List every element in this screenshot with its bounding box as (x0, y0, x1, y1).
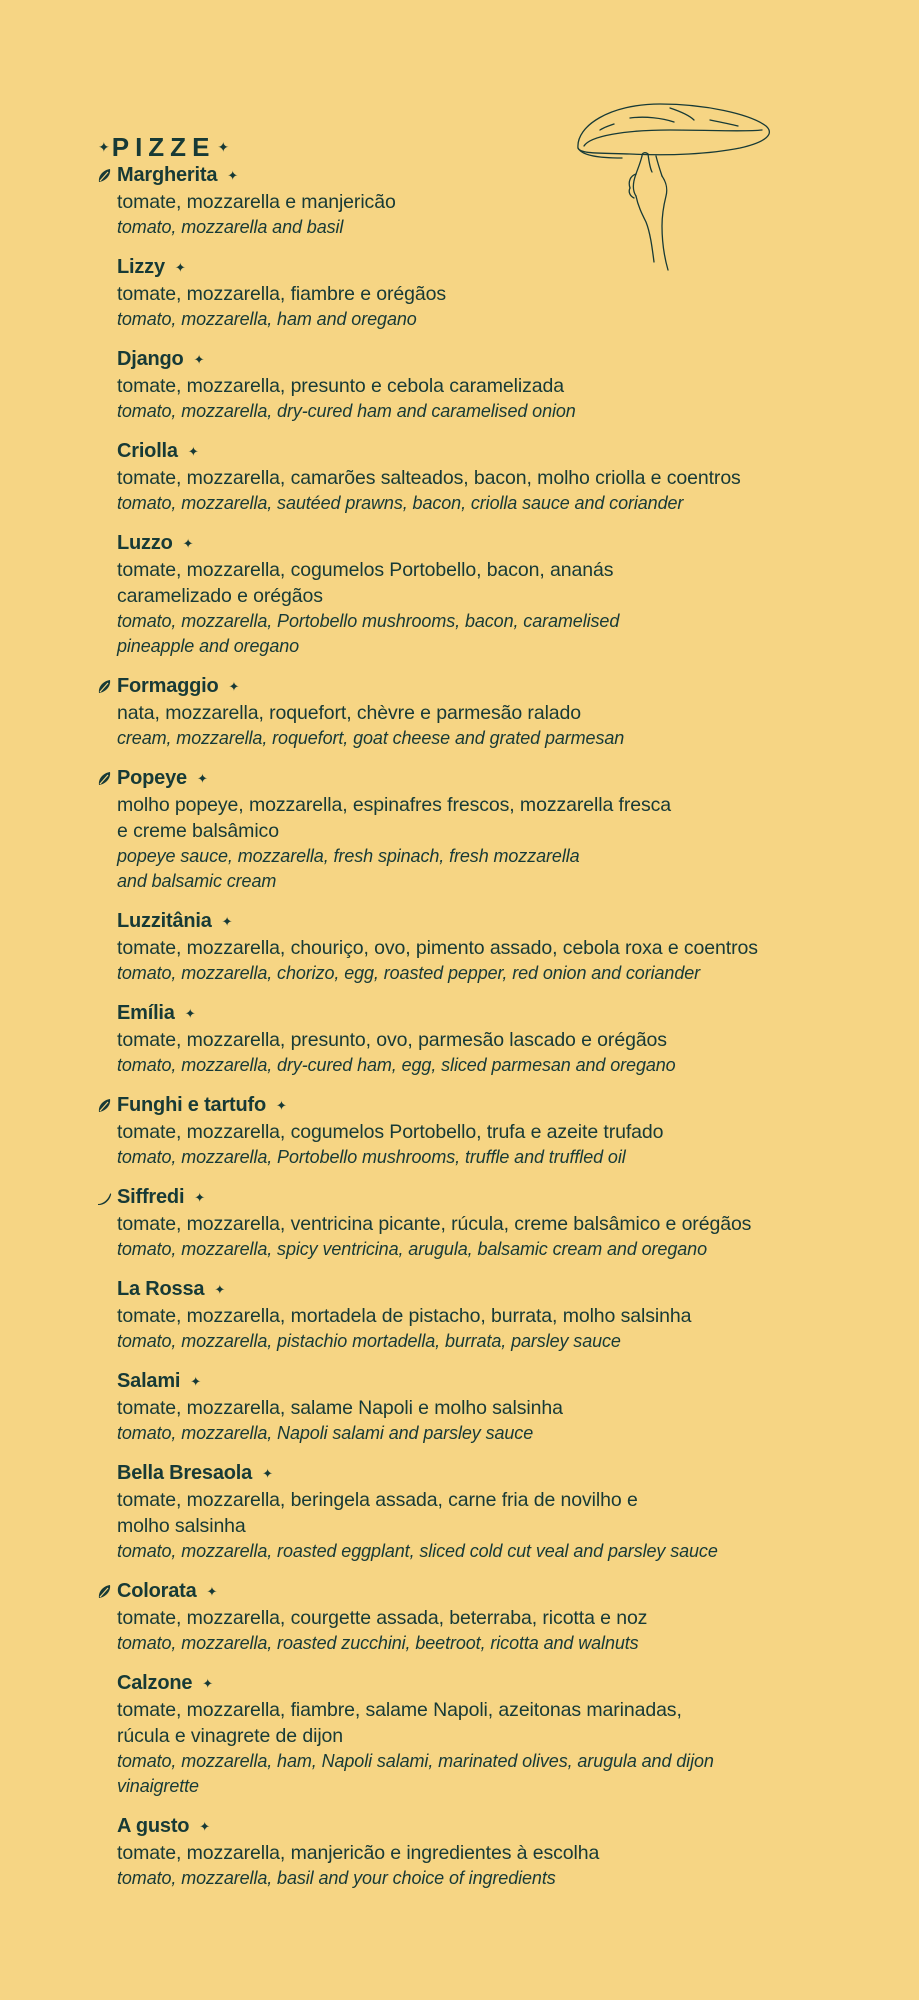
four-point-star-icon: ✦ (190, 1373, 202, 1389)
description-pt-line: molho popeye, mozzarella, espinafres frescos, mozzarella fresca (117, 794, 672, 816)
four-point-star-icon: ✦ (221, 913, 233, 929)
menu-item (117, 1184, 877, 1262)
four-point-star-icon: ✦ (193, 351, 205, 367)
four-point-star-icon: ✦ (184, 1005, 196, 1021)
item-description-en (117, 1539, 877, 1564)
item-name: Margherita (117, 164, 218, 186)
description-pt-line: tomate, mozzarella, ventricina picante, rúcula, creme balsâmico e orégãos (117, 1213, 752, 1235)
description-pt-line: e creme balsâmico (117, 820, 279, 842)
item-description-pt (117, 1303, 877, 1329)
description-pt-line: tomate, mozzarella, camarões salteados, bacon, molho criolla e coentros (117, 467, 741, 489)
item-title-row (117, 1813, 877, 1840)
description-en-line: popeye sauce, mozzarella, fresh spinach, fresh mozzarella (117, 846, 580, 866)
section-title: PIZZE (111, 132, 216, 162)
item-name: Siffredi (117, 1186, 185, 1208)
chili-icon (97, 1190, 112, 1206)
item-description-en (117, 1866, 877, 1891)
menu-item (117, 1578, 877, 1656)
item-description-en (117, 1749, 877, 1799)
menu-item (117, 765, 877, 894)
leaf-icon (97, 771, 112, 787)
description-pt-line: tomate, mozzarella, beringela assada, carne fria de novilho e (117, 1489, 638, 1511)
item-description-en (117, 609, 877, 659)
item-name: Criolla (117, 440, 178, 462)
menu-item (117, 1460, 877, 1564)
leaf-icon (97, 679, 112, 695)
item-description-pt (117, 1697, 877, 1749)
menu-item (117, 1092, 877, 1170)
four-point-star-icon: ✦ (206, 1583, 218, 1599)
leaf-icon (97, 168, 112, 184)
four-point-star-icon: ✦ (187, 443, 199, 459)
item-description-pt (117, 1119, 877, 1145)
item-title-row (117, 1460, 877, 1487)
four-point-star-icon: ✦ (98, 139, 110, 155)
item-title-row (117, 765, 877, 792)
description-en-line: tomato, mozzarella, roasted zucchini, beetroot, ricotta and walnuts (117, 1633, 639, 1653)
description-pt-line: tomate, mozzarella, courgette assada, beterraba, ricotta e noz (117, 1607, 648, 1629)
four-point-star-icon: ✦ (228, 678, 240, 694)
item-description-pt (117, 557, 877, 609)
item-name: Luzzo (117, 532, 173, 554)
menu-item (117, 1000, 877, 1078)
four-point-star-icon: ✦ (202, 1675, 214, 1691)
four-point-star-icon: ✦ (182, 535, 194, 551)
menu-item (117, 530, 877, 659)
item-name: Colorata (117, 1580, 197, 1602)
item-description-en (117, 1421, 877, 1446)
description-pt-line: tomate, mozzarella, presunto, ovo, parmesão lascado e orégãos (117, 1029, 667, 1051)
menu-item (117, 908, 877, 986)
item-description-pt (117, 1395, 877, 1421)
item-description-en (117, 1329, 877, 1354)
description-pt-line: tomate, mozzarella, mortadela de pistacho, burrata, molho salsinha (117, 1305, 692, 1327)
section-header (98, 132, 229, 163)
description-en-line: pineapple and oregano (117, 636, 300, 656)
item-name: A gusto (117, 1815, 190, 1837)
item-description-en (117, 961, 877, 986)
pizza-menu-list (117, 162, 877, 1905)
item-name: Salami (117, 1370, 181, 1392)
item-name: Formaggio (117, 675, 219, 697)
item-name: Popeye (117, 767, 187, 789)
item-title-row (117, 1368, 877, 1395)
item-description-pt (117, 1211, 877, 1237)
description-en-line: tomato, mozzarella, sautéed prawns, bacon, criolla sauce and coriander (117, 493, 684, 513)
description-en-line: tomato, mozzarella, Portobello mushrooms, bacon, caramelised (117, 611, 620, 631)
item-title-row (117, 1000, 877, 1027)
description-en-line: tomato, mozzarella, roasted eggplant, sliced cold cut veal and parsley sauce (117, 1541, 718, 1561)
item-description-en (117, 1631, 877, 1656)
four-point-star-icon: ✦ (214, 1281, 226, 1297)
description-pt-line: tomate, mozzarella, cogumelos Portobello, bacon, ananás (117, 559, 614, 581)
item-title-row (117, 346, 877, 373)
menu-item (117, 162, 877, 240)
item-description-pt (117, 281, 877, 307)
menu-item (117, 1368, 877, 1446)
description-en-line: tomato, mozzarella, ham and oregano (117, 309, 417, 329)
menu-item (117, 673, 877, 751)
item-title-row (117, 1276, 877, 1303)
description-en-line: and balsamic cream (117, 871, 277, 891)
item-description-pt (117, 189, 877, 215)
item-description-en (117, 399, 877, 424)
description-pt-line: tomate, mozzarella, chouriço, ovo, pimento assado, cebola roxa e coentros (117, 937, 758, 959)
item-name: Luzzitânia (117, 910, 212, 932)
item-description-pt (117, 1605, 877, 1631)
description-en-line: cream, mozzarella, roquefort, goat cheese and grated parmesan (117, 728, 625, 748)
four-point-star-icon: ✦ (262, 1465, 273, 1481)
description-pt-line: tomate, mozzarella, manjericão e ingredientes à escolha (117, 1842, 600, 1864)
item-description-pt (117, 1027, 877, 1053)
item-description-pt (117, 792, 877, 844)
description-pt-line: tomate, mozzarella, presunto e cebola caramelizada (117, 375, 564, 397)
item-description-en (117, 1237, 877, 1262)
description-pt-line: tomate, mozzarella, fiambre e orégãos (117, 283, 447, 305)
item-name: Bella Bresaola (117, 1462, 253, 1484)
item-name: La Rossa (117, 1278, 205, 1300)
description-en-line: tomato, mozzarella, dry-cured ham and caramelised onion (117, 401, 576, 421)
leaf-icon (97, 1584, 112, 1600)
item-title-row (117, 438, 877, 465)
item-description-en (117, 726, 877, 751)
description-en-line: vinaigrette (117, 1776, 199, 1796)
four-point-star-icon: ✦ (174, 259, 186, 275)
description-pt-line: rúcula e vinagrete de dijon (117, 1725, 344, 1747)
menu-item (117, 1670, 877, 1799)
item-name: Django (117, 348, 184, 370)
menu-item (117, 438, 877, 516)
item-description-en (117, 844, 877, 894)
four-point-star-icon: ✦ (217, 139, 230, 155)
four-point-star-icon: ✦ (194, 1189, 206, 1205)
item-description-pt (117, 465, 877, 491)
description-en-line: tomato, mozzarella, Napoli salami and parsley sauce (117, 1423, 534, 1443)
menu-item (117, 1813, 877, 1891)
description-pt-line: tomate, mozzarella e manjericão (117, 191, 396, 213)
description-en-line: tomato, mozzarella and basil (117, 217, 344, 237)
description-pt-line: nata, mozzarella, roquefort, chèvre e parmesão ralado (117, 702, 582, 724)
description-en-line: tomato, mozzarella, chorizo, egg, roasted pepper, red onion and coriander (117, 963, 701, 983)
description-pt-line: molho salsinha (117, 1515, 246, 1537)
item-title-row (117, 908, 877, 935)
four-point-star-icon: ✦ (227, 167, 239, 183)
item-description-en (117, 215, 877, 240)
description-pt-line: tomate, mozzarella, fiambre, salame Napoli, azeitonas marinadas, (117, 1699, 682, 1721)
description-pt-line: tomate, mozzarella, cogumelos Portobello, trufa e azeite trufado (117, 1121, 664, 1143)
item-title-row (117, 1578, 877, 1605)
item-title-row (117, 530, 877, 557)
description-en-line: tomato, mozzarella, pistachio mortadella, burrata, parsley sauce (117, 1331, 621, 1351)
description-en-line: tomato, mozzarella, spicy ventricina, arugula, balsamic cream and oregano (117, 1239, 707, 1259)
item-title-row (117, 162, 877, 189)
item-description-pt (117, 935, 877, 961)
description-pt-line: caramelizado e orégãos (117, 585, 323, 607)
four-point-star-icon: ✦ (199, 1818, 211, 1834)
item-description-pt (117, 1840, 877, 1866)
item-name: Lizzy (117, 256, 165, 278)
item-title-row (117, 1184, 877, 1211)
item-title-row (117, 1092, 877, 1119)
item-title-row (117, 673, 877, 700)
menu-item (117, 346, 877, 424)
four-point-star-icon: ✦ (196, 770, 208, 786)
item-name: Funghi e tartufo (117, 1094, 266, 1116)
item-name: Calzone (117, 1672, 193, 1694)
menu-item (117, 1276, 877, 1354)
item-title-row (117, 254, 877, 281)
item-description-pt (117, 373, 877, 399)
item-description-en (117, 1053, 877, 1078)
description-en-line: tomato, mozzarella, basil and your choice of ingredients (117, 1868, 556, 1888)
item-description-en (117, 491, 877, 516)
item-name: Emília (117, 1002, 175, 1024)
item-description-en (117, 307, 877, 332)
item-description-pt (117, 1487, 877, 1539)
item-description-pt (117, 700, 877, 726)
description-en-line: tomato, mozzarella, ham, Napoli salami, marinated olives, arugula and dijon (117, 1751, 714, 1771)
description-pt-line: tomate, mozzarella, salame Napoli e molho salsinha (117, 1397, 563, 1419)
leaf-icon (97, 1098, 112, 1114)
item-description-en (117, 1145, 877, 1170)
description-en-line: tomato, mozzarella, Portobello mushrooms, truffle and truffled oil (117, 1147, 626, 1167)
description-en-line: tomato, mozzarella, dry-cured ham, egg, sliced parmesan and oregano (117, 1055, 676, 1075)
menu-item (117, 254, 877, 332)
four-point-star-icon: ✦ (276, 1097, 287, 1113)
item-title-row (117, 1670, 877, 1697)
